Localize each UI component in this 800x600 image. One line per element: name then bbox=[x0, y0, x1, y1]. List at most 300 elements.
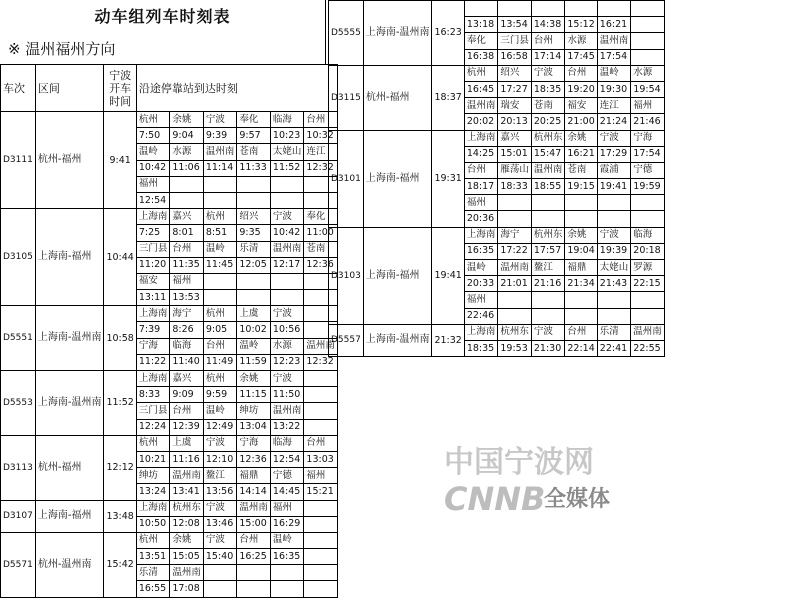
station-name bbox=[304, 532, 338, 548]
arrival-time: 9:09 bbox=[170, 387, 204, 403]
arrival-time bbox=[270, 581, 304, 597]
ningbo-departure-time: 9:41 bbox=[104, 112, 136, 209]
station-name bbox=[270, 565, 304, 581]
station-name: 温州南 bbox=[498, 260, 532, 276]
arrival-time: 10:21 bbox=[136, 451, 170, 467]
train-row bbox=[1, 209, 338, 225]
arrival-time: 11:15 bbox=[237, 387, 271, 403]
watermark-cnnb-text: CNNB bbox=[444, 480, 546, 518]
arrival-time: 8:51 bbox=[203, 225, 237, 241]
arrival-time bbox=[170, 192, 204, 208]
train-row bbox=[1, 532, 338, 548]
arrival-time: 15:47 bbox=[531, 146, 565, 162]
station-name: 奉化 bbox=[237, 112, 271, 128]
arrival-time: 11:20 bbox=[136, 257, 170, 273]
arrival-time: 10:02 bbox=[237, 322, 271, 338]
timetable-left bbox=[0, 64, 338, 598]
arrival-time: 9:04 bbox=[170, 128, 204, 144]
station-name bbox=[531, 195, 565, 211]
station-name: 余姚 bbox=[237, 371, 271, 387]
station-name: 杭州 bbox=[136, 435, 170, 451]
arrival-time bbox=[304, 419, 338, 435]
arrival-time: 16:45 bbox=[464, 81, 498, 97]
arrival-time: 12:54 bbox=[136, 192, 170, 208]
arrival-time: 12:49 bbox=[203, 419, 237, 435]
arrival-time: 13:11 bbox=[136, 290, 170, 306]
station-name bbox=[270, 273, 304, 289]
arrival-time bbox=[565, 211, 597, 227]
arrival-time bbox=[597, 308, 631, 324]
station-name: 杭州东 bbox=[170, 500, 204, 516]
station-name: 上海南 bbox=[136, 306, 170, 322]
station-name: 温岭 bbox=[464, 260, 498, 276]
ningbo-departure-time: 10:58 bbox=[104, 306, 136, 371]
train-row bbox=[329, 227, 665, 243]
station-name: 宁德 bbox=[631, 162, 665, 178]
arrival-time bbox=[531, 211, 565, 227]
arrival-time: 13:46 bbox=[203, 516, 237, 532]
arrival-time bbox=[631, 308, 665, 324]
station-name: 福州 bbox=[270, 500, 304, 516]
arrival-time: 22:46 bbox=[464, 308, 498, 324]
arrival-time: 13:53 bbox=[170, 290, 204, 306]
arrival-time bbox=[203, 581, 237, 597]
station-name: 福州 bbox=[464, 195, 498, 211]
header-stops: 沿途停靠站到达时刻 bbox=[136, 65, 337, 112]
arrival-time bbox=[631, 17, 665, 33]
train-number: D5571 bbox=[1, 532, 36, 597]
train-route: 上海南-温州南 bbox=[363, 324, 432, 356]
arrival-time bbox=[631, 49, 665, 65]
arrival-time: 7:39 bbox=[136, 322, 170, 338]
station-name: 上海南 bbox=[136, 209, 170, 225]
arrival-time: 10:42 bbox=[270, 225, 304, 241]
station-name bbox=[237, 273, 271, 289]
arrival-time: 21:30 bbox=[531, 340, 565, 356]
station-name: 杭州 bbox=[136, 112, 170, 128]
ningbo-departure-time: 12:12 bbox=[104, 435, 136, 500]
station-name: 海宁 bbox=[170, 306, 204, 322]
station-name: 水源 bbox=[565, 33, 597, 49]
arrival-time: 9:39 bbox=[203, 128, 237, 144]
station-name: 杭州 bbox=[136, 532, 170, 548]
station-name: 宁波 bbox=[270, 371, 304, 387]
station-name bbox=[237, 565, 271, 581]
station-name bbox=[498, 1, 532, 17]
arrival-time: 13:41 bbox=[170, 484, 204, 500]
station-name: 杭州东 bbox=[498, 324, 532, 340]
station-name bbox=[565, 292, 597, 308]
arrival-time bbox=[237, 192, 271, 208]
station-name: 宁海 bbox=[631, 130, 665, 146]
arrival-time: 12:17 bbox=[270, 257, 304, 273]
arrival-time: 14:25 bbox=[464, 146, 498, 162]
station-name: 温州南 bbox=[270, 241, 304, 257]
station-name bbox=[565, 1, 597, 17]
station-name bbox=[631, 292, 665, 308]
arrival-time bbox=[304, 581, 338, 597]
arrival-time: 22:15 bbox=[631, 276, 665, 292]
arrival-time bbox=[498, 211, 532, 227]
station-name: 台州 bbox=[565, 324, 597, 340]
station-name: 杭州东 bbox=[531, 130, 565, 146]
arrival-time bbox=[304, 549, 338, 565]
arrival-time: 10:42 bbox=[136, 160, 170, 176]
arrival-time: 16:21 bbox=[597, 17, 631, 33]
station-name: 上海南 bbox=[136, 371, 170, 387]
station-name: 绅坊 bbox=[136, 468, 170, 484]
station-name: 温岭 bbox=[237, 338, 271, 354]
station-name bbox=[203, 273, 237, 289]
station-name: 水源 bbox=[270, 338, 304, 354]
station-name: 福州 bbox=[631, 98, 665, 114]
arrival-time bbox=[237, 290, 271, 306]
arrival-time: 10:56 bbox=[270, 322, 304, 338]
station-name: 温州南 bbox=[170, 468, 204, 484]
station-name bbox=[270, 176, 304, 192]
arrival-time: 22:41 bbox=[597, 340, 631, 356]
header-route: 区间 bbox=[35, 65, 104, 112]
arrival-time: 22:55 bbox=[631, 340, 665, 356]
station-name: 福鼎 bbox=[237, 468, 271, 484]
arrival-time bbox=[304, 516, 338, 532]
arrival-time: 10:32 bbox=[304, 128, 338, 144]
station-name: 宁波 bbox=[203, 532, 237, 548]
arrival-time: 15:01 bbox=[498, 146, 532, 162]
arrival-time: 17:54 bbox=[631, 146, 665, 162]
station-name: 福州 bbox=[170, 273, 204, 289]
train-number: D3101 bbox=[329, 130, 364, 227]
station-name: 宁波 bbox=[597, 227, 631, 243]
arrival-time: 12:23 bbox=[270, 354, 304, 370]
arrival-time: 17:08 bbox=[170, 581, 204, 597]
arrival-time: 18:33 bbox=[498, 179, 532, 195]
arrival-time: 8:26 bbox=[170, 322, 204, 338]
arrival-time: 13:54 bbox=[498, 17, 532, 33]
station-name: 宁波 bbox=[203, 500, 237, 516]
left-panel bbox=[0, 0, 335, 598]
arrival-time: 12:32 bbox=[304, 160, 338, 176]
arrival-time: 19:53 bbox=[498, 340, 532, 356]
station-name: 宁德 bbox=[270, 468, 304, 484]
ningbo-departure-time: 21:32 bbox=[432, 324, 464, 356]
train-row bbox=[1, 435, 338, 451]
ningbo-departure-time: 15:42 bbox=[104, 532, 136, 597]
arrival-time: 22:14 bbox=[565, 340, 597, 356]
arrival-time bbox=[597, 211, 631, 227]
train-number: D3115 bbox=[329, 65, 364, 130]
station-name: 三门县 bbox=[136, 241, 170, 257]
arrival-time: 13:04 bbox=[237, 419, 271, 435]
arrival-time: 21:46 bbox=[631, 114, 665, 130]
arrival-time: 16:38 bbox=[464, 49, 498, 65]
arrival-time: 11:45 bbox=[203, 257, 237, 273]
arrival-time: 20:18 bbox=[631, 243, 665, 259]
arrival-time: 12:24 bbox=[136, 419, 170, 435]
arrival-time: 13:03 bbox=[304, 451, 338, 467]
station-name: 宁海 bbox=[136, 338, 170, 354]
arrival-time bbox=[203, 192, 237, 208]
station-name: 连江 bbox=[304, 144, 338, 160]
arrival-time: 17:27 bbox=[498, 81, 532, 97]
cnnb-watermark bbox=[440, 440, 610, 520]
station-name: 奉化 bbox=[464, 33, 498, 49]
station-name: 宁波 bbox=[270, 209, 304, 225]
station-name: 太姥山 bbox=[597, 260, 631, 276]
arrival-time: 18:35 bbox=[464, 340, 498, 356]
station-name: 温州南 bbox=[304, 338, 338, 354]
arrival-time: 7:25 bbox=[136, 225, 170, 241]
station-name: 杭州 bbox=[203, 306, 237, 322]
train-row bbox=[329, 130, 665, 146]
arrival-time: 9:57 bbox=[237, 128, 271, 144]
arrival-time: 9:35 bbox=[237, 225, 271, 241]
arrival-time: 17:57 bbox=[531, 243, 565, 259]
arrival-time: 17:29 bbox=[597, 146, 631, 162]
station-name: 罗源 bbox=[631, 260, 665, 276]
station-name: 霞浦 bbox=[597, 162, 631, 178]
arrival-time bbox=[270, 290, 304, 306]
ningbo-departure-time: 11:52 bbox=[104, 371, 136, 436]
station-name: 上海南 bbox=[464, 227, 498, 243]
arrival-time: 19:41 bbox=[597, 179, 631, 195]
arrival-time: 9:05 bbox=[203, 322, 237, 338]
header-row bbox=[1, 65, 338, 112]
right-panel bbox=[328, 0, 662, 357]
arrival-time: 20:25 bbox=[531, 114, 565, 130]
arrival-time: 17:54 bbox=[597, 49, 631, 65]
station-name: 台州 bbox=[304, 112, 338, 128]
train-row bbox=[1, 112, 338, 128]
arrival-time: 18:17 bbox=[464, 179, 498, 195]
arrival-time: 11:50 bbox=[270, 387, 304, 403]
arrival-time bbox=[237, 581, 271, 597]
train-route: 上海南-温州南 bbox=[35, 306, 104, 371]
arrival-time: 19:15 bbox=[565, 179, 597, 195]
arrival-time bbox=[631, 211, 665, 227]
train-row bbox=[329, 1, 665, 17]
station-name: 绍兴 bbox=[498, 65, 532, 81]
station-name: 杭州 bbox=[203, 371, 237, 387]
station-name: 温岭 bbox=[203, 241, 237, 257]
arrival-time: 11:22 bbox=[136, 354, 170, 370]
station-name: 雁荡山 bbox=[498, 162, 532, 178]
station-name: 嘉兴 bbox=[170, 371, 204, 387]
station-name: 上海南 bbox=[464, 324, 498, 340]
arrival-time: 11:16 bbox=[170, 451, 204, 467]
arrival-time: 13:51 bbox=[136, 549, 170, 565]
station-name bbox=[631, 1, 665, 17]
arrival-time: 13:22 bbox=[270, 419, 304, 435]
arrival-time: 12:08 bbox=[170, 516, 204, 532]
arrival-time: 17:45 bbox=[565, 49, 597, 65]
station-name: 上虞 bbox=[170, 435, 204, 451]
station-name bbox=[203, 176, 237, 192]
station-name bbox=[170, 176, 204, 192]
station-name: 宁波 bbox=[203, 435, 237, 451]
station-name: 杭州 bbox=[203, 209, 237, 225]
watermark-media-text: 全媒体 bbox=[544, 487, 610, 512]
arrival-time: 19:04 bbox=[565, 243, 597, 259]
station-name: 温州南 bbox=[464, 98, 498, 114]
station-name: 杭州东 bbox=[531, 227, 565, 243]
station-name: 余姚 bbox=[565, 227, 597, 243]
arrival-time: 16:58 bbox=[498, 49, 532, 65]
arrival-time: 16:55 bbox=[136, 581, 170, 597]
header-departure: 宁波开车时间 bbox=[104, 65, 136, 112]
arrival-time: 18:35 bbox=[531, 81, 565, 97]
station-name: 台州 bbox=[464, 162, 498, 178]
arrival-time: 12:36 bbox=[237, 451, 271, 467]
train-number: D3111 bbox=[1, 112, 36, 209]
station-name bbox=[304, 371, 338, 387]
arrival-time bbox=[203, 290, 237, 306]
station-name bbox=[565, 195, 597, 211]
train-number: D5553 bbox=[1, 371, 36, 436]
train-row bbox=[1, 371, 338, 387]
station-name: 鳌江 bbox=[531, 260, 565, 276]
ningbo-departure-time: 13:48 bbox=[104, 500, 136, 532]
train-route: 上海南-福州 bbox=[35, 500, 104, 532]
ningbo-departure-time: 10:44 bbox=[104, 209, 136, 306]
station-name: 余姚 bbox=[170, 112, 204, 128]
station-name: 台州 bbox=[531, 33, 565, 49]
arrival-time: 21:16 bbox=[531, 276, 565, 292]
arrival-time: 20:36 bbox=[464, 211, 498, 227]
station-name: 余姚 bbox=[170, 532, 204, 548]
arrival-time: 11:35 bbox=[170, 257, 204, 273]
arrival-time: 21:24 bbox=[597, 114, 631, 130]
train-route: 上海南-福州 bbox=[35, 209, 104, 306]
station-name: 杭州 bbox=[464, 65, 498, 81]
arrival-time: 21:00 bbox=[565, 114, 597, 130]
train-number: D5551 bbox=[1, 306, 36, 371]
station-name: 乐清 bbox=[136, 565, 170, 581]
train-number: D5555 bbox=[329, 1, 364, 66]
station-name bbox=[631, 33, 665, 49]
station-name: 温州南 bbox=[531, 162, 565, 178]
station-name: 福安 bbox=[565, 98, 597, 114]
station-name: 乐清 bbox=[597, 324, 631, 340]
station-name bbox=[597, 195, 631, 211]
arrival-time: 12:36 bbox=[304, 257, 338, 273]
arrival-time: 9:59 bbox=[203, 387, 237, 403]
arrival-time: 12:54 bbox=[270, 451, 304, 467]
arrival-time: 17:14 bbox=[531, 49, 565, 65]
station-name: 苍南 bbox=[565, 162, 597, 178]
arrival-time: 12:39 bbox=[170, 419, 204, 435]
train-number: D3103 bbox=[329, 227, 364, 324]
train-row bbox=[329, 324, 665, 340]
station-name: 海宁 bbox=[498, 227, 532, 243]
station-name: 临海 bbox=[631, 227, 665, 243]
train-route: 杭州-福州 bbox=[363, 65, 432, 130]
station-name: 温州南 bbox=[170, 565, 204, 581]
train-route: 杭州-福州 bbox=[35, 435, 104, 500]
arrival-time: 13:18 bbox=[464, 17, 498, 33]
arrival-time: 19:39 bbox=[597, 243, 631, 259]
arrival-time: 14:14 bbox=[237, 484, 271, 500]
station-name: 上海南 bbox=[464, 130, 498, 146]
station-name: 福安 bbox=[136, 273, 170, 289]
station-name: 宁波 bbox=[531, 324, 565, 340]
station-name: 宁波 bbox=[270, 306, 304, 322]
train-route: 杭州-温州南 bbox=[35, 532, 104, 597]
station-name: 温岭 bbox=[597, 65, 631, 81]
arrival-time bbox=[531, 308, 565, 324]
arrival-time: 19:30 bbox=[597, 81, 631, 97]
arrival-time: 15:00 bbox=[237, 516, 271, 532]
arrival-time: 12:05 bbox=[237, 257, 271, 273]
train-route: 上海南-福州 bbox=[363, 227, 432, 324]
arrival-time: 13:24 bbox=[136, 484, 170, 500]
arrival-time: 10:23 bbox=[270, 128, 304, 144]
station-name: 宁波 bbox=[531, 65, 565, 81]
train-route: 上海南-福州 bbox=[363, 130, 432, 227]
direction-subtitle: ※ 温州福州方向 bbox=[0, 34, 326, 64]
station-name: 温州南 bbox=[237, 500, 271, 516]
arrival-time: 16:35 bbox=[464, 243, 498, 259]
station-name: 太姥山 bbox=[270, 144, 304, 160]
station-name bbox=[203, 565, 237, 581]
station-name: 台州 bbox=[237, 532, 271, 548]
station-name: 奉化 bbox=[304, 209, 338, 225]
station-name: 台州 bbox=[170, 403, 204, 419]
station-name: 温州南 bbox=[203, 144, 237, 160]
header-train-no: 车次 bbox=[1, 65, 36, 112]
station-name: 温岭 bbox=[270, 532, 304, 548]
train-route: 杭州-福州 bbox=[35, 112, 104, 209]
station-name: 苍南 bbox=[304, 241, 338, 257]
arrival-time: 21:43 bbox=[597, 276, 631, 292]
arrival-time: 11:49 bbox=[203, 354, 237, 370]
station-name bbox=[237, 176, 271, 192]
station-name: 三门县 bbox=[498, 33, 532, 49]
train-number: D3105 bbox=[1, 209, 36, 306]
arrival-time: 15:12 bbox=[565, 17, 597, 33]
station-name: 上海南 bbox=[136, 500, 170, 516]
arrival-time: 11:33 bbox=[237, 160, 271, 176]
arrival-time: 14:38 bbox=[531, 17, 565, 33]
station-name: 温岭 bbox=[203, 403, 237, 419]
train-number: D3107 bbox=[1, 500, 36, 532]
station-name: 嘉兴 bbox=[498, 130, 532, 146]
station-name: 上虞 bbox=[237, 306, 271, 322]
arrival-time: 19:54 bbox=[631, 81, 665, 97]
station-name: 台州 bbox=[304, 435, 338, 451]
arrival-time bbox=[498, 308, 532, 324]
station-name: 台州 bbox=[170, 241, 204, 257]
arrival-time: 20:02 bbox=[464, 114, 498, 130]
station-name: 鳌江 bbox=[203, 468, 237, 484]
station-name: 宁波 bbox=[203, 112, 237, 128]
ningbo-departure-time: 19:41 bbox=[432, 227, 464, 324]
station-name: 福鼎 bbox=[565, 260, 597, 276]
train-row bbox=[329, 65, 665, 81]
station-name: 福州 bbox=[464, 292, 498, 308]
station-name bbox=[498, 292, 532, 308]
arrival-time: 14:45 bbox=[270, 484, 304, 500]
arrival-time: 19:20 bbox=[565, 81, 597, 97]
station-name bbox=[304, 500, 338, 516]
station-name bbox=[498, 195, 532, 211]
station-name: 苍南 bbox=[531, 98, 565, 114]
station-name: 临海 bbox=[270, 112, 304, 128]
arrival-time: 11:00 bbox=[304, 225, 338, 241]
arrival-time: 16:35 bbox=[270, 549, 304, 565]
station-name: 水源 bbox=[631, 65, 665, 81]
arrival-time: 10:50 bbox=[136, 516, 170, 532]
